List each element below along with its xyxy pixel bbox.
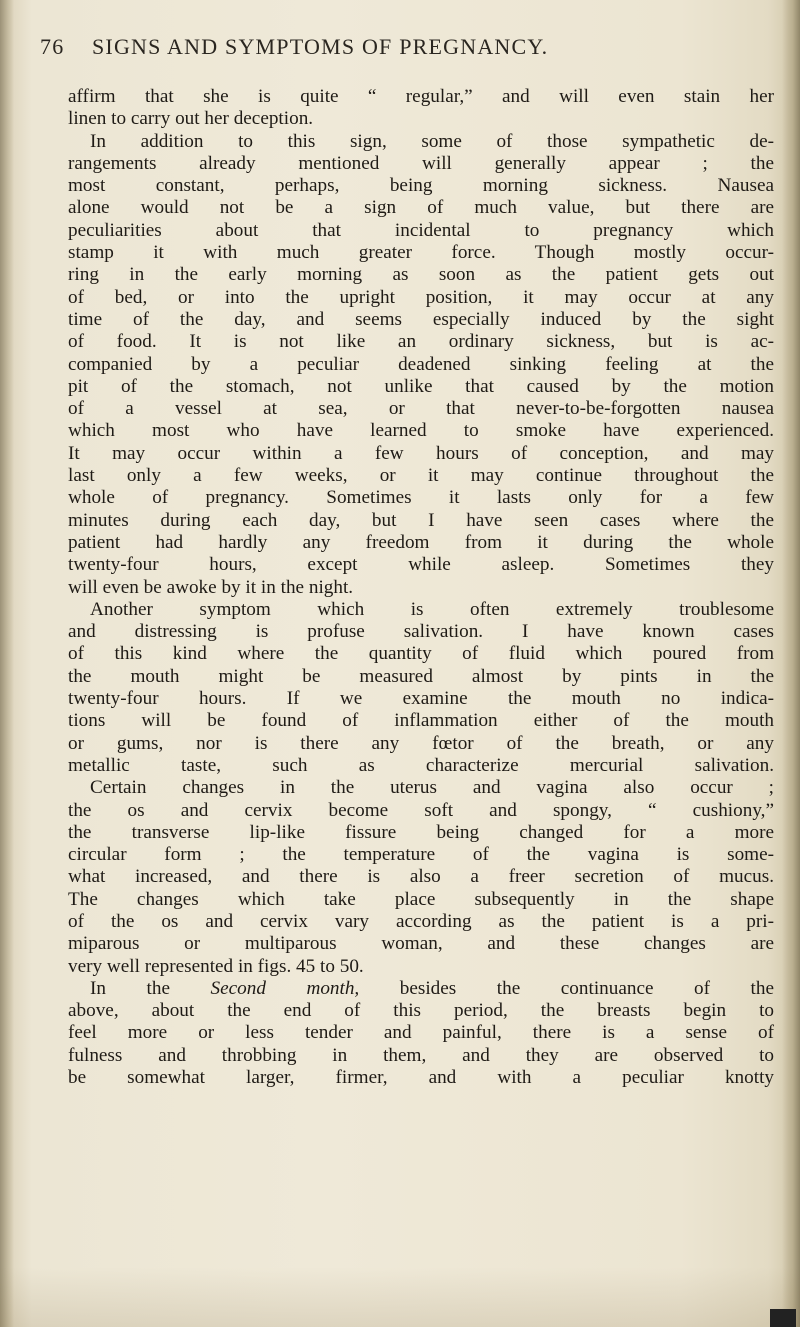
text-line: fulness and throbbing in them, and they are observed to bbox=[68, 1044, 774, 1066]
text-line: last only a few weeks, or it may continue throughout the bbox=[68, 465, 774, 487]
text-line: linen to carry out her deception. bbox=[68, 108, 314, 130]
text-line: of bed, or into the upright position, it may occur at any bbox=[68, 286, 774, 308]
text-line: and distressing is profuse salivation. I have known cases bbox=[68, 621, 774, 643]
text-line: minutes during each day, but I have seen cases where the bbox=[68, 509, 774, 531]
page-edge-shadow bbox=[782, 0, 800, 1327]
body-text bbox=[68, 86, 774, 1089]
page-gutter-shadow bbox=[0, 0, 14, 1327]
page-number: 76 bbox=[40, 34, 65, 59]
running-header bbox=[40, 34, 760, 60]
text-line: rangements already mentioned will generally appear ; the bbox=[68, 152, 774, 174]
text-line: of the os and cervix vary according as the patient is a pri- bbox=[68, 910, 774, 932]
text-line: patient had hardly any freedom from it during the whole bbox=[68, 531, 774, 553]
text-line: pit of the stomach, not unlike that caused by the motion bbox=[68, 375, 774, 397]
text-line: above, about the end of this period, the breasts begin to bbox=[68, 1000, 774, 1022]
text-line: the transverse lip-like fissure being changed for a more bbox=[68, 821, 774, 843]
text-line: be somewhat larger, firmer, and with a peculiar knotty bbox=[68, 1067, 774, 1089]
text-line: affirm that she is quite “ regular,” and will even stain her bbox=[68, 86, 774, 107]
text-line: most constant, perhaps, being morning sickness. Nausea bbox=[68, 175, 774, 197]
text-line: of a vessel at sea, or that never-to-be-forgotten nausea bbox=[68, 398, 774, 420]
text-line: companied by a peculiar deadened sinking feeling at the bbox=[68, 353, 774, 375]
text-line: stamp it with much greater force. Though mostly occur- bbox=[68, 242, 774, 264]
text-line: or gums, nor is there any fœtor of the breath, or any bbox=[68, 732, 774, 754]
text-line: feel more or less tender and painful, there is a sense of bbox=[68, 1022, 774, 1044]
text-line: The changes which take place subsequently in the shape bbox=[68, 888, 774, 910]
text-line: metallic taste, such as characterize mercurial salivation. bbox=[68, 754, 774, 776]
text-line: Another symptom which is often extremely troublesome bbox=[90, 598, 774, 620]
text-line: the os and cervix become soft and spongy, “ cushiony,” bbox=[68, 799, 774, 821]
text-line: alone would not be a sign of much value, but there are bbox=[68, 197, 774, 219]
text-line: time of the day, and seems especially induced by the sight bbox=[68, 308, 774, 330]
text-line bbox=[68, 978, 774, 1000]
text-line: what increased, and there is also a freer secretion of mucus. bbox=[68, 866, 774, 888]
text-line: twenty-four hours, except while asleep. Sometimes they bbox=[68, 554, 774, 576]
text-line: miparous or multiparous woman, and these changes are bbox=[68, 933, 774, 955]
text-line: of this kind where the quantity of fluid which poured from bbox=[68, 643, 774, 665]
text-line: very well represented in figs. 45 to 50. bbox=[68, 955, 364, 977]
text-line: It may occur within a few hours of conception, and may bbox=[68, 442, 774, 464]
text-line: Certain changes in the uterus and vagina also occur ; bbox=[90, 777, 774, 799]
italic-text: Second month, bbox=[210, 977, 360, 999]
text-line: twenty-four hours. If we examine the mouth no indica- bbox=[68, 688, 774, 710]
text-segment: In the bbox=[90, 977, 211, 999]
text-line: circular form ; the temperature of the vagina is some- bbox=[68, 844, 774, 866]
text-line: In addition to this sign, some of those sympathetic de- bbox=[90, 130, 774, 152]
text-line: will even be awoke by it in the night. bbox=[68, 576, 354, 598]
text-line: the mouth might be measured almost by pints in the bbox=[68, 665, 774, 687]
text-line: of food. It is not like an ordinary sickness, but is ac- bbox=[68, 331, 774, 353]
text-line: peculiarities about that incidental to pregnancy which bbox=[68, 219, 774, 241]
text-line: whole of pregnancy. Sometimes it lasts only for a few bbox=[68, 487, 774, 509]
text-line: which most who have learned to smoke have experienced. bbox=[68, 420, 774, 442]
text-segment: besides the continuance of the bbox=[359, 977, 774, 999]
running-title: SIGNS AND SYMPTOMS OF PREGNANCY. bbox=[92, 34, 549, 59]
corner-mark bbox=[770, 1309, 796, 1327]
page-bottom-stain bbox=[0, 1267, 800, 1327]
text-line: tions will be found of inflammation either of the mouth bbox=[68, 710, 774, 732]
text-line: ring in the early morning as soon as the patient gets out bbox=[68, 264, 774, 286]
